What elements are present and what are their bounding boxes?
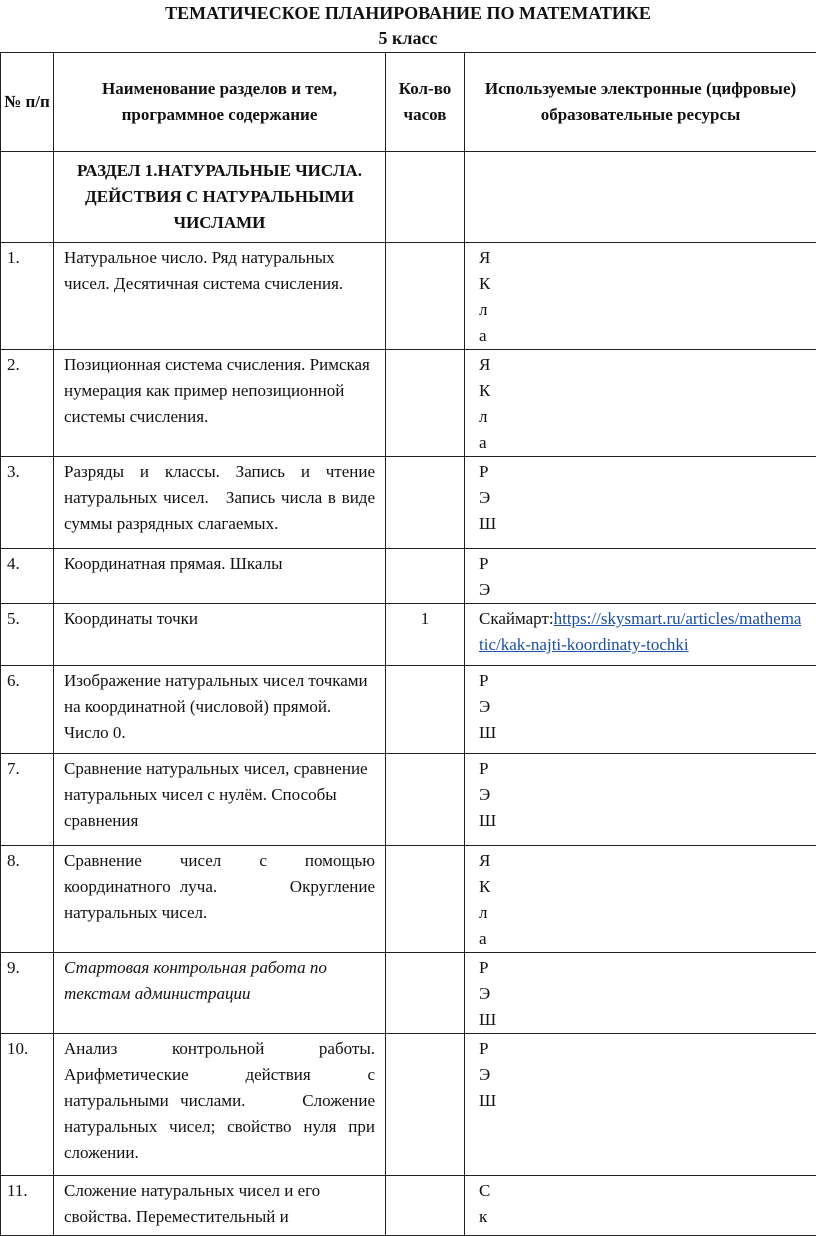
row-resources <box>465 953 816 1034</box>
row-number: 1. <box>1 243 54 350</box>
page-subtitle: 5 класс <box>0 27 816 49</box>
resource-text: Р Э Ш <box>479 459 806 537</box>
row-resources <box>465 549 816 604</box>
row-number: 3. <box>1 457 54 549</box>
table-row <box>1 549 816 604</box>
table-row <box>1 666 816 754</box>
table-row <box>1 754 816 846</box>
row-resources <box>465 243 816 350</box>
resource-text: Я К л а <box>479 848 806 952</box>
row-topic: Сравнение натуральных чисел, сравнение натуральных чисел с нулём. Способы сравнения <box>54 754 386 846</box>
resource-text: Я К л а <box>479 245 806 349</box>
table-header-row <box>1 53 816 152</box>
header-resources: Используемые электронные (цифровые) образовательные ресурсы <box>465 53 816 152</box>
row-resources <box>465 846 816 953</box>
row-topic: Разряды и классы. Запись и чтение натуральных чисел. Запись числа в виде суммы разрядных слагаемых. <box>54 457 386 549</box>
header-hours: Кол-во часов <box>386 53 465 152</box>
table-row <box>1 350 816 457</box>
resource-text: Р Э <box>479 551 806 603</box>
row-topic: Позиционная система счисления. Римская нумерация как пример непозиционной системы счисления. <box>54 350 386 457</box>
resource-link[interactable]: https://skysmart.ru/articles/mathematic/kak-najti-koordinaty-tochki <box>479 609 801 654</box>
header-topic: Наименование разделов и тем, программное содержание <box>54 53 386 152</box>
resource-text: Р Э Ш <box>479 955 806 1033</box>
row-topic: Натуральное число. Ряд натуральных чисел. Десятичная система счисления. <box>54 243 386 350</box>
page-title: ТЕМАТИЧЕСКОЕ ПЛАНИРОВАНИЕ ПО МАТЕМАТИКЕ <box>0 2 816 24</box>
resource-text: Р Э Ш <box>479 668 806 746</box>
row-topic: Стартовая контрольная работа по текстам администрации <box>54 953 386 1034</box>
row-number: 10. <box>1 1034 54 1176</box>
row-hours <box>386 1176 465 1236</box>
row-hours <box>386 457 465 549</box>
row-number: 9. <box>1 953 54 1034</box>
resource-text: Р Э Ш <box>479 756 806 834</box>
row-number: 4. <box>1 549 54 604</box>
planning-table <box>0 52 816 1236</box>
table-row <box>1 1176 816 1236</box>
row-topic: Анализ контрольной работы. Арифметические действия с натуральными числами. Сложение натуральных чисел; свойство нуля при сложении. <box>54 1034 386 1176</box>
row-hours <box>386 243 465 350</box>
table-row <box>1 604 816 666</box>
row-hours <box>386 953 465 1034</box>
row-topic: Координатная прямая. Шкалы <box>54 549 386 604</box>
row-number: 8. <box>1 846 54 953</box>
row-resources <box>465 457 816 549</box>
row-topic: Сравнение чисел с помощью координатного луча. Округление натуральных чисел. <box>54 846 386 953</box>
row-topic: Координаты точки <box>54 604 386 666</box>
table-row <box>1 243 816 350</box>
row-topic: Изображение натуральных чисел точками на координатной (числовой) прямой. Число 0. <box>54 666 386 754</box>
row-resources <box>465 1034 816 1176</box>
row-number: 2. <box>1 350 54 457</box>
row-hours <box>386 350 465 457</box>
row-number: 7. <box>1 754 54 846</box>
row-number: 6. <box>1 666 54 754</box>
table-row <box>1 1034 816 1176</box>
row-resources <box>465 754 816 846</box>
resource-prefix: Скаймарт: <box>479 609 554 628</box>
resource-text: Р Э Ш <box>479 1036 806 1114</box>
row-hours <box>386 1034 465 1176</box>
row-resources <box>465 666 816 754</box>
resource-text: Я К л а <box>479 352 806 456</box>
row-resources <box>465 350 816 457</box>
row-resources <box>465 1176 816 1236</box>
row-hours <box>386 666 465 754</box>
section-row <box>1 152 816 243</box>
row-hours <box>386 846 465 953</box>
row-hours <box>386 754 465 846</box>
header-num: № п/п <box>1 53 54 152</box>
section-title: РАЗДЕЛ 1.НАТУРАЛЬНЫЕ ЧИСЛА. ДЕЙСТВИЯ С НАТУРАЛЬНЫМИ ЧИСЛАМИ <box>54 152 386 243</box>
row-resources <box>465 604 816 666</box>
row-hours <box>386 549 465 604</box>
table-row <box>1 457 816 549</box>
row-number: 5. <box>1 604 54 666</box>
row-number: 11. <box>1 1176 54 1236</box>
row-hours: 1 <box>386 604 465 666</box>
row-topic: Сложение натуральных чисел и его свойства. Переместительный и <box>54 1176 386 1236</box>
resource-text: С к <box>479 1178 806 1230</box>
table-row <box>1 953 816 1034</box>
table-row <box>1 846 816 953</box>
